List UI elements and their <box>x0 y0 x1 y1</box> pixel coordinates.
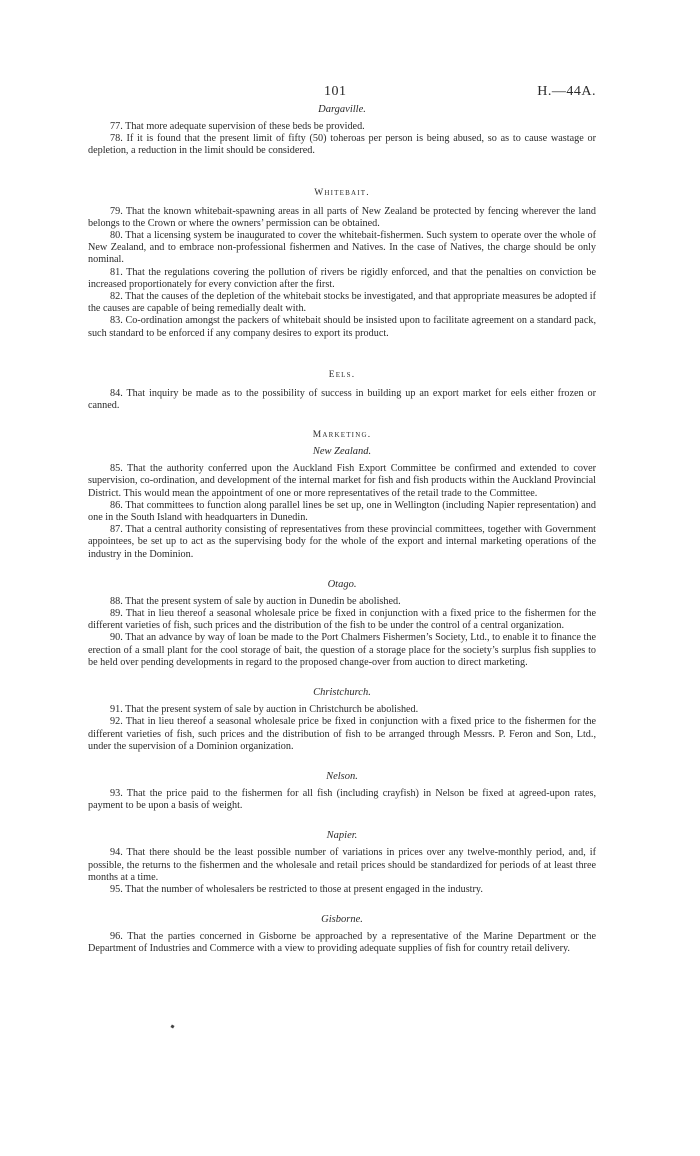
paragraph-91: 91. That the present system of sale by auction in Christchurch be abolished. <box>110 704 419 716</box>
heading-whitebait: Whitebait. <box>314 187 370 198</box>
heading-nelson: Nelson. <box>326 770 358 782</box>
page-number: 101 <box>324 84 347 99</box>
paragraph-83: 83. Co-ordination amongst the packers of whitebait should be insisted upon to facilitate agreement on a standard pack, such standard to be enforced if any company desires to export its product. <box>88 315 596 339</box>
paragraph-90: 90. That an advance by way of loan be made to the Port Chalmers Fishermen’s Society, Ltd., to enable it to finance the erection of a small plant for the cool storage of bait, the question of a storage place for the society’s surplus fish supplies to be held over pending developments in regard to the proposed change-over from auction to direct marketing. <box>88 632 596 668</box>
paragraph-92: 92. That in lieu thereof a seasonal wholesale price be fixed in conjunction with a fixed price to the fishermen for the different varieties of fish, such prices and the distribution of fish to be arranged through Messrs. P. Feron and Son, Ltd., under the supervision of a Dominion organization. <box>88 716 596 752</box>
paragraph-84: 84. That inquiry be made as to the possibility of success in building up an export market for eels either frozen or canned. <box>88 387 596 412</box>
paragraph-79: 79. That the known whitebait-spawning areas in all parts of New Zealand be protected by fencing wherever the land belongs to the Crown or where the owners’ permission can be obtained. <box>88 205 596 229</box>
heading-eels: Eels. <box>328 369 356 380</box>
ink-speck <box>170 1024 174 1028</box>
paragraph-82: 82. That the causes of the depletion of the whitebait stocks be investigated, and that appropriate measures be adopted if the causes are capable of being remedially dealt with. <box>88 291 596 315</box>
paragraph-88: 88. That the present system of sale by auction in Dunedin be abolished. <box>110 595 401 607</box>
heading-dargaville: Dargaville. <box>318 104 366 115</box>
heading-new-zealand: New Zealand. <box>312 446 372 458</box>
heading-marketing: Marketing. <box>312 430 372 441</box>
document-page <box>88 84 596 956</box>
document-reference: H.—44A. <box>537 84 596 99</box>
paragraph-96: 96. That the parties concerned in Gisborne be approached by a representative of the Marine Department or the Department of Industries and Commerce with a view to providing adequate supplies of fish for country retail delivery. <box>88 931 596 955</box>
paragraph-80: 80. That a licensing system be inaugurated to cover the whitebait-fishermen. Such system to operate over the whole of New Zealand, and to embrace non-professional fishermen and Natives. In the case of Natives, the charge should be only nominal. <box>88 230 596 266</box>
heading-christchurch: Christchurch. <box>313 687 371 699</box>
paragraph-77: 77. That more adequate supervision of these beds be provided. <box>110 121 365 132</box>
page-header <box>88 84 596 104</box>
paragraph-86: 86. That committees to function along parallel lines be set up, one in Wellington (including Napier representation) and one in the South Island with headquarters in Dunedin. <box>88 499 596 524</box>
heading-napier: Napier. <box>326 830 358 842</box>
paragraph-95: 95. That the number of wholesalers be restricted to those at present engaged in the industry. <box>110 883 483 895</box>
paragraph-94: 94. That there should be the least possible number of variations in prices over any twelve-monthly period, and, if possible, the returns to the fishermen and the wholesale and retail prices should be standardized for periods of at least three months at a time. <box>88 847 596 883</box>
heading-gisborne: Gisborne. <box>321 914 363 926</box>
paragraph-81: 81. That the regulations covering the pollution of rivers be rigidly enforced, and that the penalties on conviction be increased proportionately for every conviction after the first. <box>88 266 596 290</box>
paragraph-89: 89. That in lieu thereof a seasonal wholesale price be fixed in conjunction with a fixed price to the fishermen for the different varieties of fish, such prices and the distribution of the fish to be under the control of a central organization. <box>88 608 596 632</box>
paragraph-87: 87. That a central authority consisting of representatives from these provincial committees, together with Government appointees, be set up to act as the supervising body for the whole of the export and internal marketing operations of the industry in the Dominion. <box>88 524 596 560</box>
heading-otago: Otago. <box>327 578 357 590</box>
paragraph-78: 78. If it is found that the present limit of fifty (50) toheroas per person is being abused, so as to cause wastage or depletion, a reduction in the limit should be considered. <box>88 133 596 157</box>
paragraph-85: 85. That the authority conferred upon the Auckland Fish Export Committee be confirmed and extended to cover supervision, co-ordination, and development of the internal market for fish and fish products within the Auckland Provincial District. This would mean the appointment of one or more representatives of the retail trade to the Committee. <box>88 463 596 499</box>
paragraph-93: 93. That the price paid to the fishermen for all fish (including crayfish) in Nelson be fixed at agreed-upon rates, payment to be upon a basis of weight. <box>88 787 596 812</box>
